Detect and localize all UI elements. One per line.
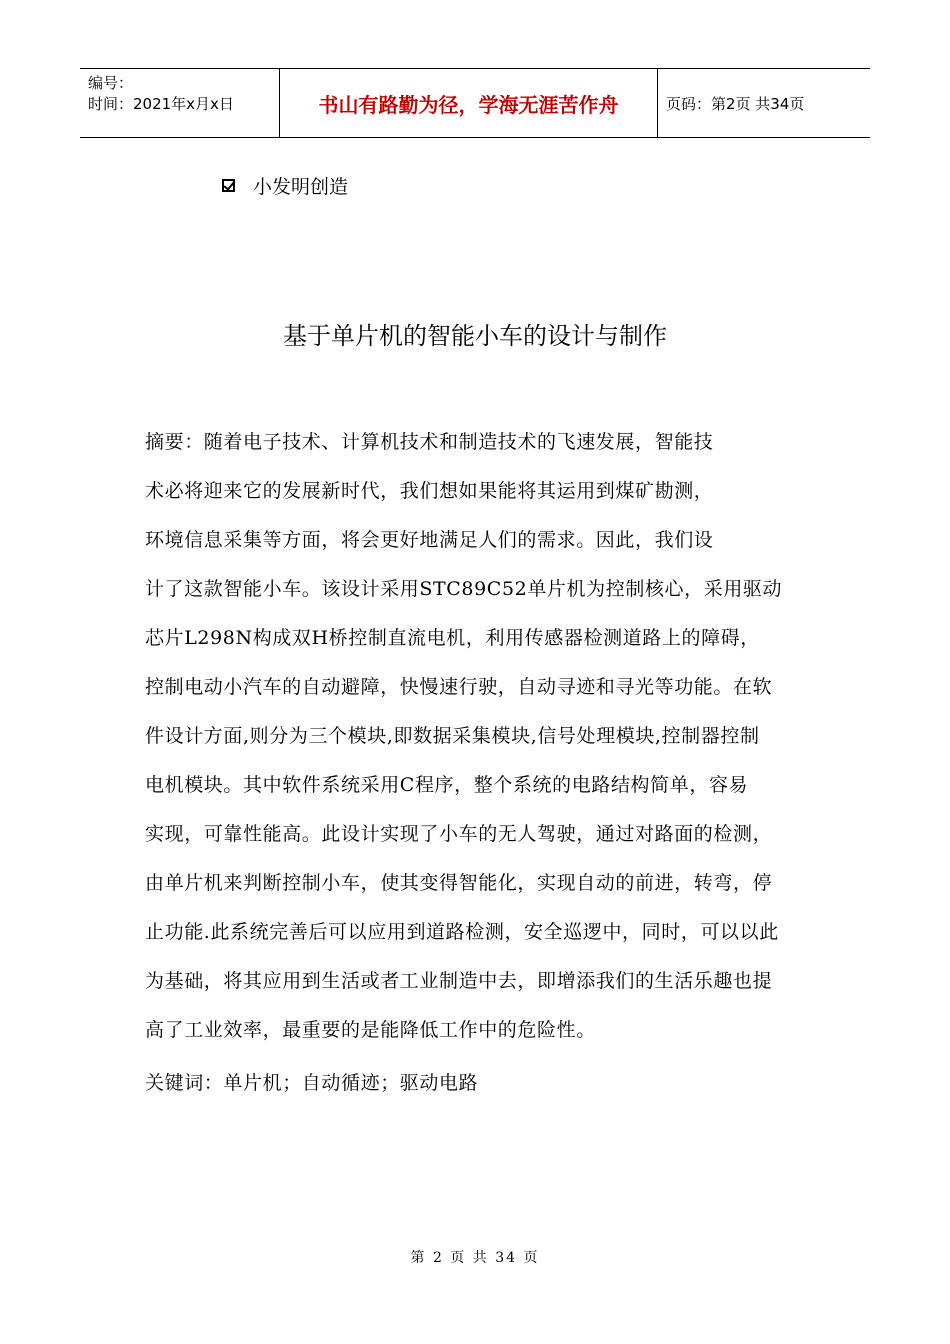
header-motto: 书山有路勤为径，学海无涯苦作舟: [280, 69, 658, 137]
abstract-line: 止功能.此系统完善后可以应用到道路检测，安全巡逻中，同时，可以以此: [145, 921, 779, 943]
abstract-line: 术必将迎来它的发展新时代，我们想如果能将其运用到煤矿勘测，: [145, 480, 714, 502]
page-footer: 第 2 页 共 34 页: [410, 1250, 540, 1266]
abstract-line: 为基础，将其应用到生活或者工业制造中去，即增添我们的生活乐趣也提: [145, 970, 773, 992]
abstract-line: 件设计方面,则分为三个模块,即数据采集模块,信号处理模块,控制器控制: [145, 725, 760, 747]
document-title: 基于单片机的智能小车的设计与制作: [283, 322, 667, 350]
category-label: 小发明创造: [253, 176, 349, 198]
abstract-line: 高了工业效率，最重要的是能降低工作中的危险性。: [145, 1019, 596, 1041]
abstract-line: 电机模块。其中软件系统采用C程序，整个系统的电路结构简单，容易: [145, 774, 749, 796]
abstract-paragraph: [145, 418, 810, 1055]
category-checkbox: [222, 172, 348, 199]
abstract-line: 实现，可靠性能高。此设计实现了小车的无人驾驶，通过对路面的检测，: [145, 823, 773, 845]
keywords: 关键词：单片机；自动循迹；驱动电路: [145, 1072, 479, 1094]
abstract-line: 控制电动小汽车的自动避障，快慢速行驶，自动寻迹和寻光等功能。在软: [145, 676, 773, 698]
abstract-line: 环境信息采集等方面，将会更好地满足人们的需求。因此，我们设: [145, 529, 714, 551]
abstract-line: 摘要：随着电子技术、计算机技术和制造技术的飞速发展，智能技: [145, 431, 714, 453]
page-header: [80, 68, 870, 138]
abstract-line: 由单片机来判断控制小车，使其变得智能化，实现自动的前进，转弯，停: [145, 872, 773, 894]
abstract-line: 计了这款智能小车。该设计采用STC89C52单片机为控制核心，采用驱动: [145, 578, 783, 600]
number-label: 编号：: [88, 74, 134, 92]
time-label: 时间：2021年x月x日: [88, 95, 234, 113]
checked-box-icon: [222, 179, 235, 192]
header-page-info: 页码：第2页 共34页: [666, 94, 805, 113]
abstract-line: 芯片L298N构成双H桥控制直流电机，利用传感器检测道路上的障碍，: [145, 627, 760, 649]
header-info: [80, 69, 280, 137]
